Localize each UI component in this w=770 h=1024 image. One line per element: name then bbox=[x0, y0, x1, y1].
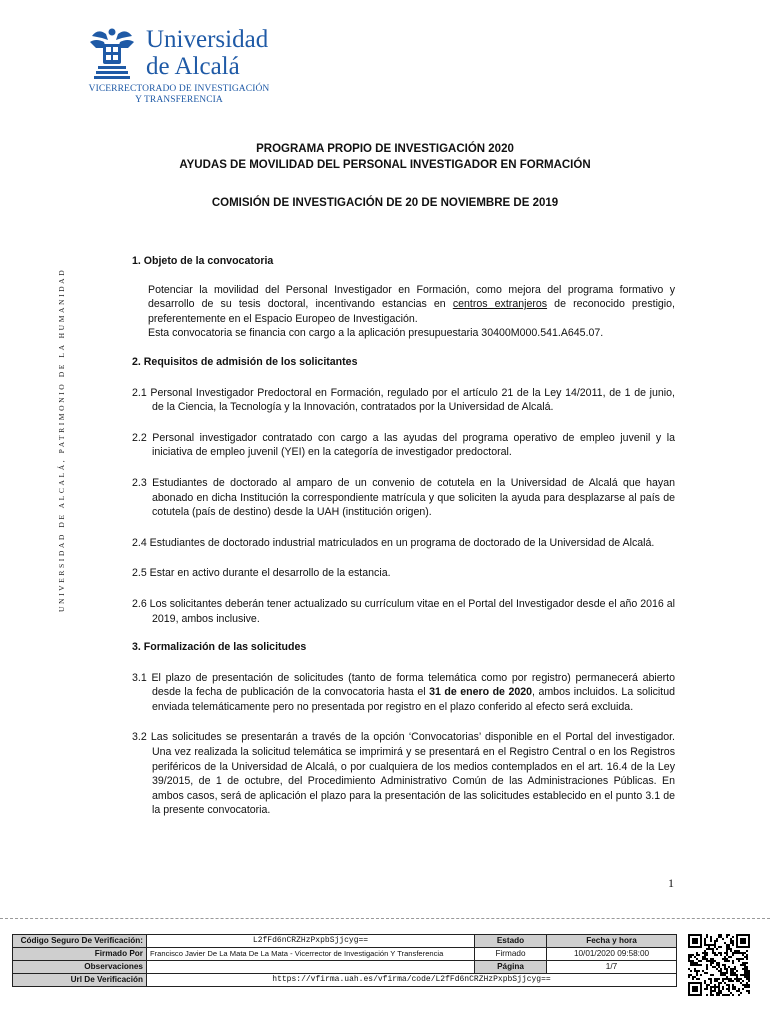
url-value[interactable]: https://vfirma.uah.es/vfirma/code/L2fFd6nCRZHzPxpbSjjcyg== bbox=[147, 974, 677, 987]
title-line1: PROGRAMA PROPIO DE INVESTIGACIÓN 2020 bbox=[256, 143, 514, 155]
section-3-item-1-text-a: 3.1 El plazo de presentación de solicitudes (tanto de forma telemática como por registro) permanecerá abierto desde la fecha de publicación de la convocatoria hasta el bbox=[132, 671, 675, 699]
section-1-title: 1. Objeto de la convocatoria bbox=[132, 255, 274, 267]
estado-value: Firmado bbox=[475, 948, 547, 961]
document-title bbox=[100, 141, 670, 211]
vicerrectorado-line2: Y TRANSFERENCIA bbox=[135, 95, 223, 105]
vicerrectorado-label bbox=[84, 84, 274, 106]
section-2-title: 2. Requisitos de admisión de los solicitantes bbox=[132, 355, 358, 368]
section-2-item-6: 2.6 Los solicitantes deberán tener actualizado su currículum vitae en el Portal del Investigador desde el año 2016 al 2019, ambos inclusive. bbox=[132, 597, 675, 625]
section-1-text-b: de reconocido prestigio, preferentemente en el Espacio Europeo de Investigación. bbox=[148, 298, 675, 325]
section-1-text-a: Potenciar la movilidad del Personal Investigador en Formación, como mejora del programa formativo y desarrollo de su tesis doctoral, incentivando estancias en bbox=[148, 283, 675, 311]
observaciones-value bbox=[147, 961, 475, 974]
section-2-item-4: 2.4 Estudiantes de doctorado industrial matriculados en un programa de doctorado de la Universidad de Alcalá. bbox=[132, 536, 655, 549]
section-3-deadline: 31 de enero de 2020 bbox=[429, 686, 533, 699]
table-row bbox=[13, 974, 677, 987]
table-row bbox=[13, 935, 677, 948]
section-2-item-2: 2.2 Personal investigador contratado con cargo a las ayudas del programa operativo de empleo juvenil y la iniciativa de empleo juvenil (YEI) en la categoría de investigador predoctoral. bbox=[132, 431, 675, 459]
firmado-por-value: Francisco Javier De La Mata De La Mata - Vicerrector de Investigación Y Transferencia bbox=[147, 948, 475, 961]
observaciones-label: Observaciones bbox=[13, 961, 147, 974]
codigo-value: L2fFd6nCRZHzPxpbSjjcyg== bbox=[147, 935, 475, 948]
section-3-item-2: 3.2 Las solicitudes se presentarán a través de la opción ‘Convocatorias’ disponible en el Portal del investigador. Una vez realizada la solicitud telemática se imprimirá y se presentará en el Registro Central o en los Registros periféricos de la Universidad de Alcalá, o por cualquiera de los medios contemplados en el art. 16.4 de la Ley 39/2015, de 1 de octubre, del Procedimiento Administrativo Común de las Administraciones Públicas. En ambos casos, será de aplicación el plazo para la presentación de las solicitudes establecido en el punto 3.1 de la presente convocatoria. bbox=[132, 731, 675, 817]
estado-label: Estado bbox=[475, 935, 547, 948]
title-commission: COMISIÓN DE INVESTIGACIÓN DE 20 DE NOVIEMBRE DE 2019 bbox=[211, 197, 559, 209]
side-patrimonio-text: UNIVERSIDAD DE ALCALÁ, PATRIMONIO DE LA HUMANIDAD bbox=[57, 267, 66, 612]
qr-code-icon bbox=[688, 934, 750, 996]
url-label: Url De Verificación bbox=[13, 974, 147, 987]
eagle-crest-icon bbox=[88, 26, 136, 82]
footer-divider bbox=[0, 918, 770, 919]
document-body bbox=[132, 254, 675, 818]
section-1-body bbox=[132, 283, 675, 341]
section-3-item-1 bbox=[132, 671, 675, 715]
page-number: 1 bbox=[668, 876, 674, 890]
university-name bbox=[146, 26, 268, 80]
section-2-item-1: 2.1 Personal Investigador Predoctoral en Formación, regulado por el artículo 21 de la Ley 14/2011, de 1 de junio, de la Ciencia, la Tecnología y la Innovación, contratados por la Universidad de Alcalá. bbox=[132, 386, 675, 414]
codigo-label: Código Seguro De Verificación: bbox=[13, 935, 147, 948]
firmado-por-label: Firmado Por bbox=[13, 948, 147, 961]
table-row bbox=[13, 961, 677, 974]
table-row bbox=[13, 948, 677, 961]
section-3-title: 3. Formalización de las solicitudes bbox=[132, 641, 307, 654]
vicerrectorado-line1: VICERRECTORADO DE INVESTIGACIÓN bbox=[88, 84, 270, 94]
signature-verification-table bbox=[12, 934, 677, 987]
university-name-line1: Universidad bbox=[146, 26, 269, 53]
fecha-value: 10/01/2020 09:58:00 bbox=[547, 948, 677, 961]
fecha-label: Fecha y hora bbox=[547, 935, 677, 948]
section-1-underlined-text: centros extranjeros bbox=[452, 298, 548, 311]
pagina-label: Página bbox=[475, 961, 547, 974]
section-1-paragraph-2: Esta convocatoria se financia con cargo a la aplicación presupuestaria 30400M000.541.A645.07. bbox=[148, 327, 604, 340]
university-name-line2: de Alcalá bbox=[146, 53, 240, 80]
university-logo bbox=[84, 24, 274, 108]
pagina-value: 1/7 bbox=[547, 961, 677, 974]
section-1-paragraph-1 bbox=[148, 283, 675, 327]
title-line2: AYUDAS DE MOVILIDAD DEL PERSONAL INVESTIGADOR EN FORMACIÓN bbox=[179, 159, 591, 171]
section-2-item-5: 2.5 Estar en activo durante el desarrollo de la estancia. bbox=[132, 567, 391, 580]
section-3-item-1-text-b: , ambos incluidos. La solicitud enviada telemáticamente pero no presentada por registro en el plazo conferido al efecto será excluida. bbox=[152, 686, 675, 713]
section-2-item-3: 2.3 Estudiantes de doctorado al amparo de un convenio de cotutela en la Universidad de Alcalá que hayan abonado en dicha Institución la correspondiente matrícula y que soliciten la ayuda para desplazarse al país de cotutela (país de destino) desde la UAH (institución origen). bbox=[132, 476, 675, 519]
